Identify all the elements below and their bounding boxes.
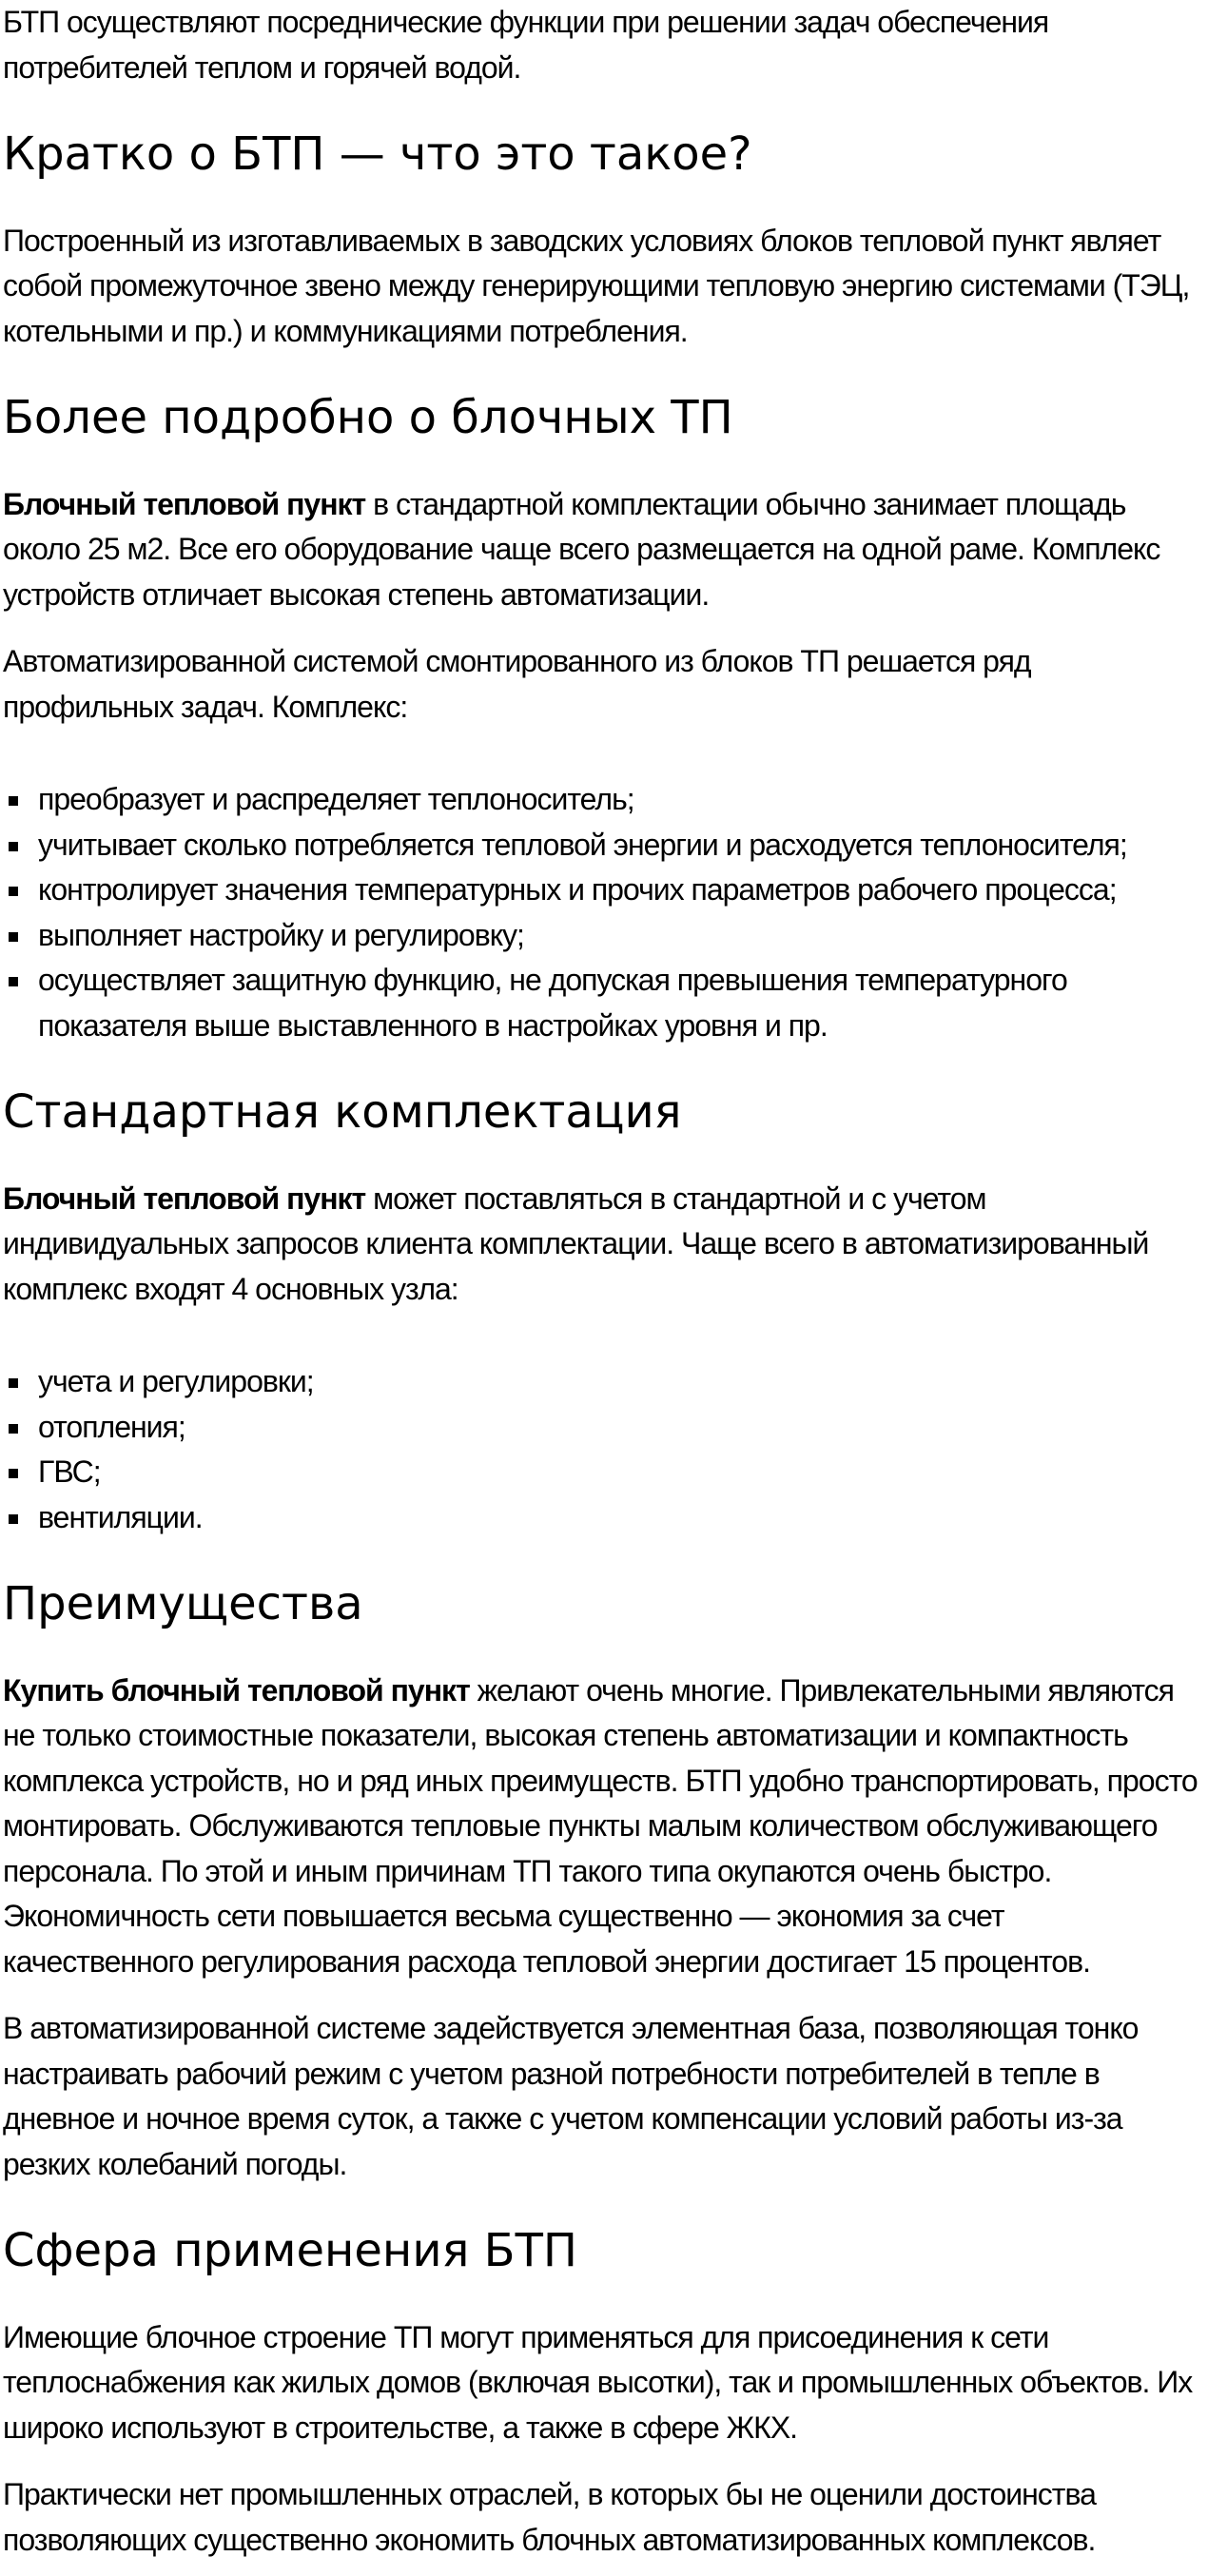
heading-standartnaya-komplektaciya: Стандартная комплектация <box>3 1085 682 1140</box>
intro-paragraph: БТП осуществляют посреднические функции при решении задач обеспечения потребителей теплом и горячей водой. <box>3 5 1049 85</box>
bold-lead: Блочный тепловой пункт <box>3 486 366 521</box>
heading-bolee-podrobno: Более подробно о блочных ТП <box>3 391 733 445</box>
paragraph <box>3 1177 1198 1313</box>
list-item: преобразует и распределяет теплоноситель; <box>3 777 1198 823</box>
paragraph: Имеющие блочное строение ТП могут применяться для присоединения к сети теплоснабжения как жилых домов (включая высотки), так и промышленных объектов. Их широко используют в строительстве, а также в сфере ЖКХ. <box>3 2319 1193 2445</box>
list-item: отопления; <box>3 1405 1198 1451</box>
heading-kratko-o-btp: Кратко о БТП — что это такое? <box>3 127 752 181</box>
paragraph <box>3 1669 1198 1985</box>
paragraph: Практически нет промышленных отраслей, в которых бы не оценили достоинства позволяющих существенно экономить блочных автоматизированных комплексов. <box>3 2477 1096 2557</box>
list-item: вентиляции. <box>3 1495 1198 1541</box>
heading-sfera-primeneniya: Сфера применения БТП <box>3 2224 577 2278</box>
list-item: учета и регулировки; <box>3 1359 1198 1405</box>
bold-lead: Блочный тепловой пункт <box>3 1181 366 1216</box>
units-list <box>3 1359 1198 1540</box>
paragraph: Построенный из изготавливаемых в заводских условиях блоков тепловой пункт являет собой промежуточное звено между генерирующими тепловую энергию системами (ТЭЦ, котельными и пр.) и коммуникациями потребления. <box>3 223 1190 348</box>
paragraph <box>3 482 1198 618</box>
paragraph-text: может поставляться в стандартной и с учетом индивидуальных запросов клиента комплектации. Чаще всего в автоматизированный комплекс входят 4 основных узла: <box>3 1181 1149 1306</box>
list-item: осуществляет защитную функцию, не допуская превышения температурного показателя выше выставленного в настройках уровня и пр. <box>3 958 1198 1048</box>
functions-list <box>3 777 1198 1048</box>
heading-preimushchestva: Преимущества <box>3 1577 363 1631</box>
bold-lead: Купить блочный тепловой пункт <box>3 1672 470 1708</box>
list-item: учитывает сколько потребляется тепловой энергии и расходуется теплоносителя; <box>3 823 1198 868</box>
paragraph-text: желают очень многие. Привлекательными являются не только стоимостные показатели, высокая степень автоматизации и компактность комплекса устройств, но и ряд иных преимуществ. БТП удобно транспортировать, просто монтировать. Обслуживаются тепловые пункты малым количеством обслуживающего персонала. По этой и иным причинам ТП такого типа окупаются очень быстро. Экономичность сети повышается весьма существенно — экономия за счет качественного регулирования расхода тепловой энергии достигает 15 процентов. <box>3 1672 1198 1979</box>
paragraph-text: в стандартной комплектации обычно занимает площадь около 25 м2. Все его оборудование чаще всего размещается на одной раме. Комплекс устройств отличает высокая степень автоматизации. <box>3 486 1160 612</box>
paragraph: Автоматизированной системой смонтированного из блоков ТП решается ряд профильных задач. Комплекс: <box>3 644 1031 724</box>
list-item: выполняет настройку и регулировку; <box>3 913 1198 959</box>
list-item: ГВС; <box>3 1450 1198 1495</box>
paragraph: В автоматизированной системе задействуется элементная база, позволяющая тонко настраивать рабочий режим с учетом разной потребности потребителей в тепле в дневное и ночное время суток, а также с учетом компенсации условий работы из-за резких колебаний погоды. <box>3 2011 1139 2181</box>
list-item: контролирует значения температурных и прочих параметров рабочего процесса; <box>3 868 1198 913</box>
